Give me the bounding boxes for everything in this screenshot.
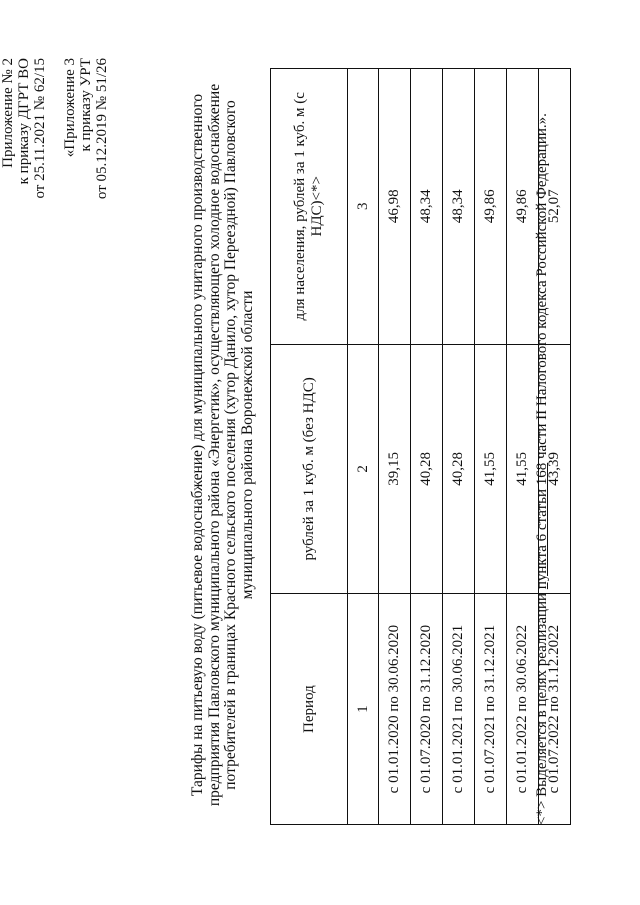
column-number: 2 bbox=[348, 344, 379, 594]
table-header-row bbox=[271, 69, 348, 825]
cell-price-no-vat: 39,15 bbox=[379, 344, 411, 594]
table-row bbox=[379, 69, 411, 825]
header-price-population: для населения, рублей за 1 куб. м (с НДС)<*> bbox=[271, 69, 348, 345]
footnote-prefix: <*> Выделяется в целях реализации bbox=[534, 589, 550, 825]
cell-price-no-vat: 40,28 bbox=[443, 344, 475, 594]
appendix-block-1 bbox=[0, 58, 48, 578]
tax-code-reference-link[interactable]: пункта 6 статьи 168 bbox=[534, 462, 550, 590]
cell-price-population: 52,07 bbox=[539, 69, 571, 345]
cell-period: с 01.07.2021 по 31.12.2021 bbox=[475, 594, 507, 825]
title-line: потребителей в границах Красного сельского поселения (хутор Данило, хутор Переездной) Павловского bbox=[222, 100, 239, 790]
title-line: предприятия Павловского муниципального района «Энергетик», осуществляющего холодное водоснабжение bbox=[205, 83, 223, 807]
table-number-row bbox=[348, 69, 379, 825]
column-number: 3 bbox=[348, 69, 379, 345]
appendix-line: от 25.11.2021 № 62/15 bbox=[32, 58, 48, 199]
cell-period: с 01.01.2022 по 30.06.2022 bbox=[507, 594, 539, 825]
cell-price-population: 49,86 bbox=[475, 69, 507, 345]
cell-price-population: 46,98 bbox=[379, 69, 411, 345]
cell-price-population: 48,34 bbox=[443, 69, 475, 345]
appendix-line: «Приложение 3 bbox=[62, 58, 78, 158]
footnote-suffix: части II Налогового кодекса Российской Федерации.». bbox=[534, 113, 550, 463]
header-price-no-vat: рублей за 1 куб. м (без НДС) bbox=[271, 344, 348, 594]
tariff-table bbox=[270, 68, 571, 825]
cell-price-no-vat: 41,55 bbox=[475, 344, 507, 594]
title-line: муниципального района Воронежской области bbox=[238, 290, 256, 600]
document-title bbox=[190, 65, 256, 825]
cell-price-no-vat: 40,28 bbox=[411, 344, 443, 594]
appendix-line: Приложение № 2 bbox=[0, 58, 16, 168]
footnote bbox=[534, 45, 551, 825]
appendix-line: к приказу ДГРТ ВО bbox=[16, 58, 32, 185]
table-row bbox=[443, 69, 475, 825]
header-period: Период bbox=[271, 594, 348, 825]
column-number: 1 bbox=[348, 594, 379, 825]
appendix-block-2 bbox=[62, 58, 110, 578]
cell-period: с 01.07.2020 по 31.12.2020 bbox=[411, 594, 443, 825]
cell-price-population: 49,86 bbox=[507, 69, 539, 345]
table-row bbox=[475, 69, 507, 825]
appendix-line: к приказу УРТ bbox=[78, 58, 94, 152]
cell-price-population: 48,34 bbox=[411, 69, 443, 345]
appendix-line: от 05.12.2019 № 51/26 bbox=[94, 58, 110, 200]
cell-period: с 01.01.2020 по 30.06.2020 bbox=[379, 594, 411, 825]
title-line: Тарифы на питьевую воду (питьевое водоснабжение) для муниципального унитарного производственного bbox=[189, 93, 206, 797]
table-row bbox=[411, 69, 443, 825]
appendix-header bbox=[0, 58, 124, 578]
tariff-table-wrap bbox=[270, 68, 571, 825]
cell-period: с 01.07.2022 по 31.12.2022 bbox=[539, 594, 571, 825]
cell-price-no-vat: 43,39 bbox=[539, 344, 571, 594]
cell-period: с 01.01.2021 по 30.06.2021 bbox=[443, 594, 475, 825]
cell-price-no-vat: 41,55 bbox=[507, 344, 539, 594]
